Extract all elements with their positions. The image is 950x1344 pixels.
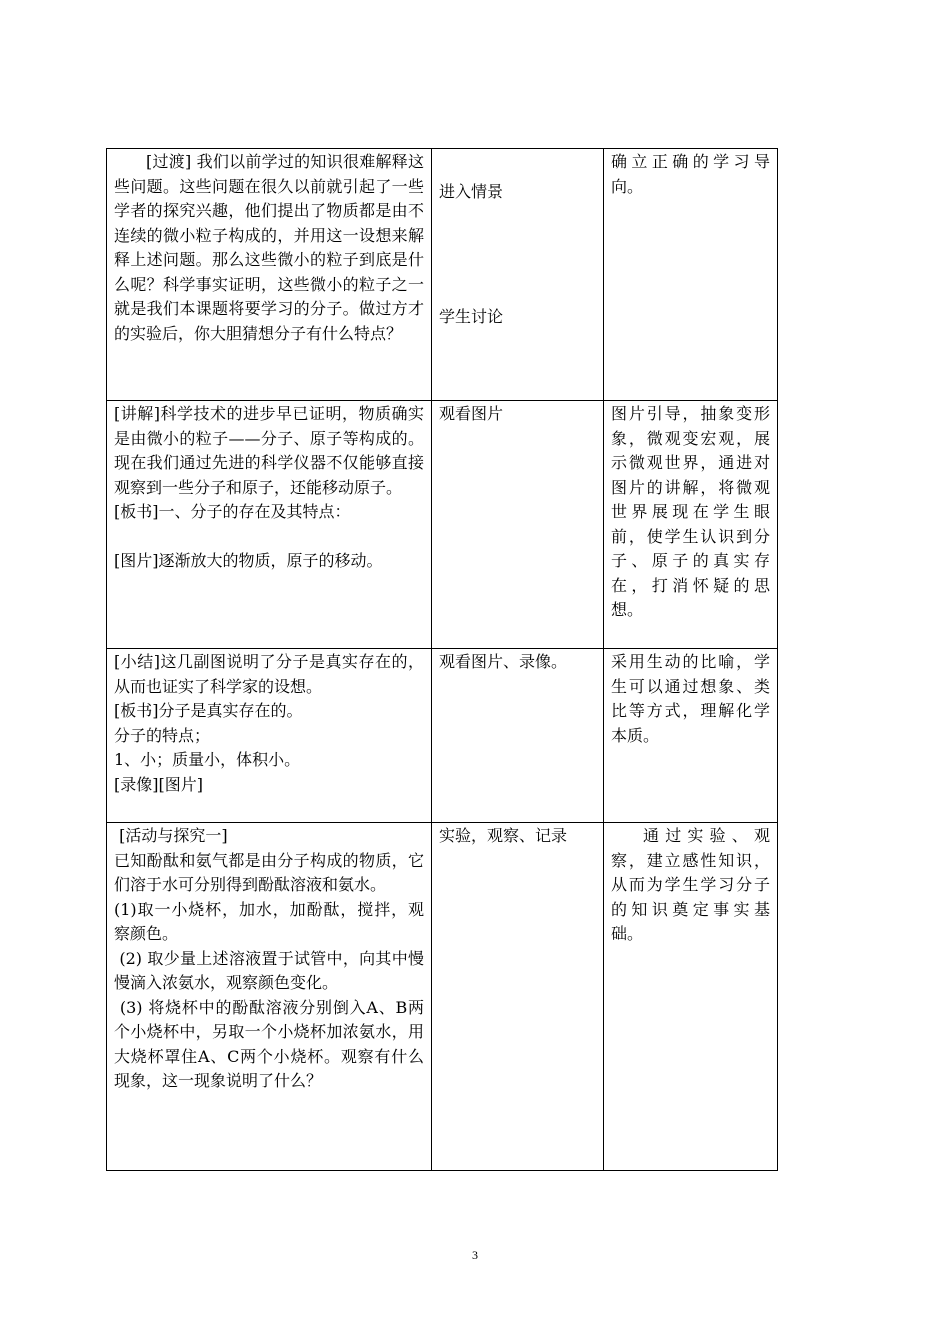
- table-row: [107, 649, 778, 823]
- cell-text: [小结]这几副图说明了分子是真实存在的，从而也证实了科学家的设想。: [114, 652, 424, 696]
- cell-text: 观看图片、录像。: [439, 652, 568, 671]
- student-activity-cell: [432, 401, 604, 649]
- cell-text: 进入情景: [439, 182, 504, 201]
- cell-text: [图片]逐渐放大的物质，原子的移动。: [114, 550, 383, 570]
- teacher-activity-cell: [107, 149, 432, 401]
- table-row: [107, 401, 778, 649]
- cell-text: (2) 取少量上述溶液置于试管中，向其中慢慢滴入浓氨水，观察颜色变化。: [114, 948, 424, 992]
- cell-text: (3) 将烧杯中的酚酞溶液分别倒入A、B两个小烧杯中，另取一个小烧杯加浓氨水，用大烧杯罩住A、C两个小烧杯。观察有什么现象，这一现象说明了什么？: [114, 997, 424, 1090]
- teacher-activity-cell: [107, 649, 432, 823]
- cell-text: (1)取一小烧杯，加水，加酚酞，搅拌，观察颜色。: [114, 899, 424, 943]
- cell-text: 分子的特点；: [114, 725, 211, 745]
- cell-text: 已知酚酞和氨气都是由分子构成的物质，它们溶于水可分别得到酚酞溶液和氨水。: [114, 850, 424, 894]
- student-activity-cell: [432, 149, 604, 401]
- cell-text: [过渡] 我们以前学过的知识很难解释这些问题。这些问题在很久以前就引起了一些学者的探究兴趣，他们提出了物质都是由不连续的微小粒子构成的，并用这一设想来解释上述问题。那么这些微小的粒子到底是什么呢？科学事实证明，这些微小的粒子之一就是我们本课题将要学习的分子。做过方才的实验后，你大胆猜想分子有什么特点？: [114, 152, 424, 343]
- cell-text: 确立正确的学习导向。: [611, 152, 770, 196]
- student-activity-cell: [432, 649, 604, 823]
- cell-text: 观看图片: [439, 404, 504, 423]
- design-intent-cell: [604, 649, 778, 823]
- cell-text: 图片引导，抽象变形象，微观变宏观，展示微观世界，通进对图片的讲解，将微观世界展现在学生眼前，使学生认识到分子、原子的真实存在，打消怀疑的思想。: [611, 404, 770, 619]
- cell-text: 采用生动的比喻，学生可以通过想象、类比等方式，理解化学本质。: [611, 652, 770, 745]
- design-intent-cell: [604, 149, 778, 401]
- lesson-plan-table: [106, 148, 778, 1171]
- cell-text: 通过实验、观察，建立感性知识，从而为学生学习分子的知识奠定事实基础。: [611, 826, 770, 943]
- teacher-activity-cell: [107, 401, 432, 649]
- cell-text: [录像][图片]: [114, 774, 203, 794]
- student-activity-cell: [432, 823, 604, 1171]
- cell-text: [讲解]科学技术的进步早已证明，物质确实是由微小的粒子——分子、原子等构成的。现在我们通过先进的科学仪器不仅能够直接观察到一些分子和原子，还能移动原子。: [114, 404, 424, 497]
- teacher-activity-cell: [107, 823, 432, 1171]
- table-row: [107, 823, 778, 1171]
- table-row: [107, 149, 778, 401]
- cell-text: [板书]一、分子的存在及其特点：: [114, 502, 351, 521]
- cell-text: 实验，观察、记录: [439, 826, 568, 845]
- cell-text: [活动与探究一]: [114, 826, 228, 845]
- cell-text: [板书]分子是真实存在的。: [114, 701, 303, 720]
- cell-text: 1、小；质量小，体积小。: [114, 750, 301, 769]
- cell-text: 学生讨论: [439, 306, 504, 326]
- page-number: 3: [472, 1248, 478, 1262]
- design-intent-cell: [604, 823, 778, 1171]
- design-intent-cell: [604, 401, 778, 649]
